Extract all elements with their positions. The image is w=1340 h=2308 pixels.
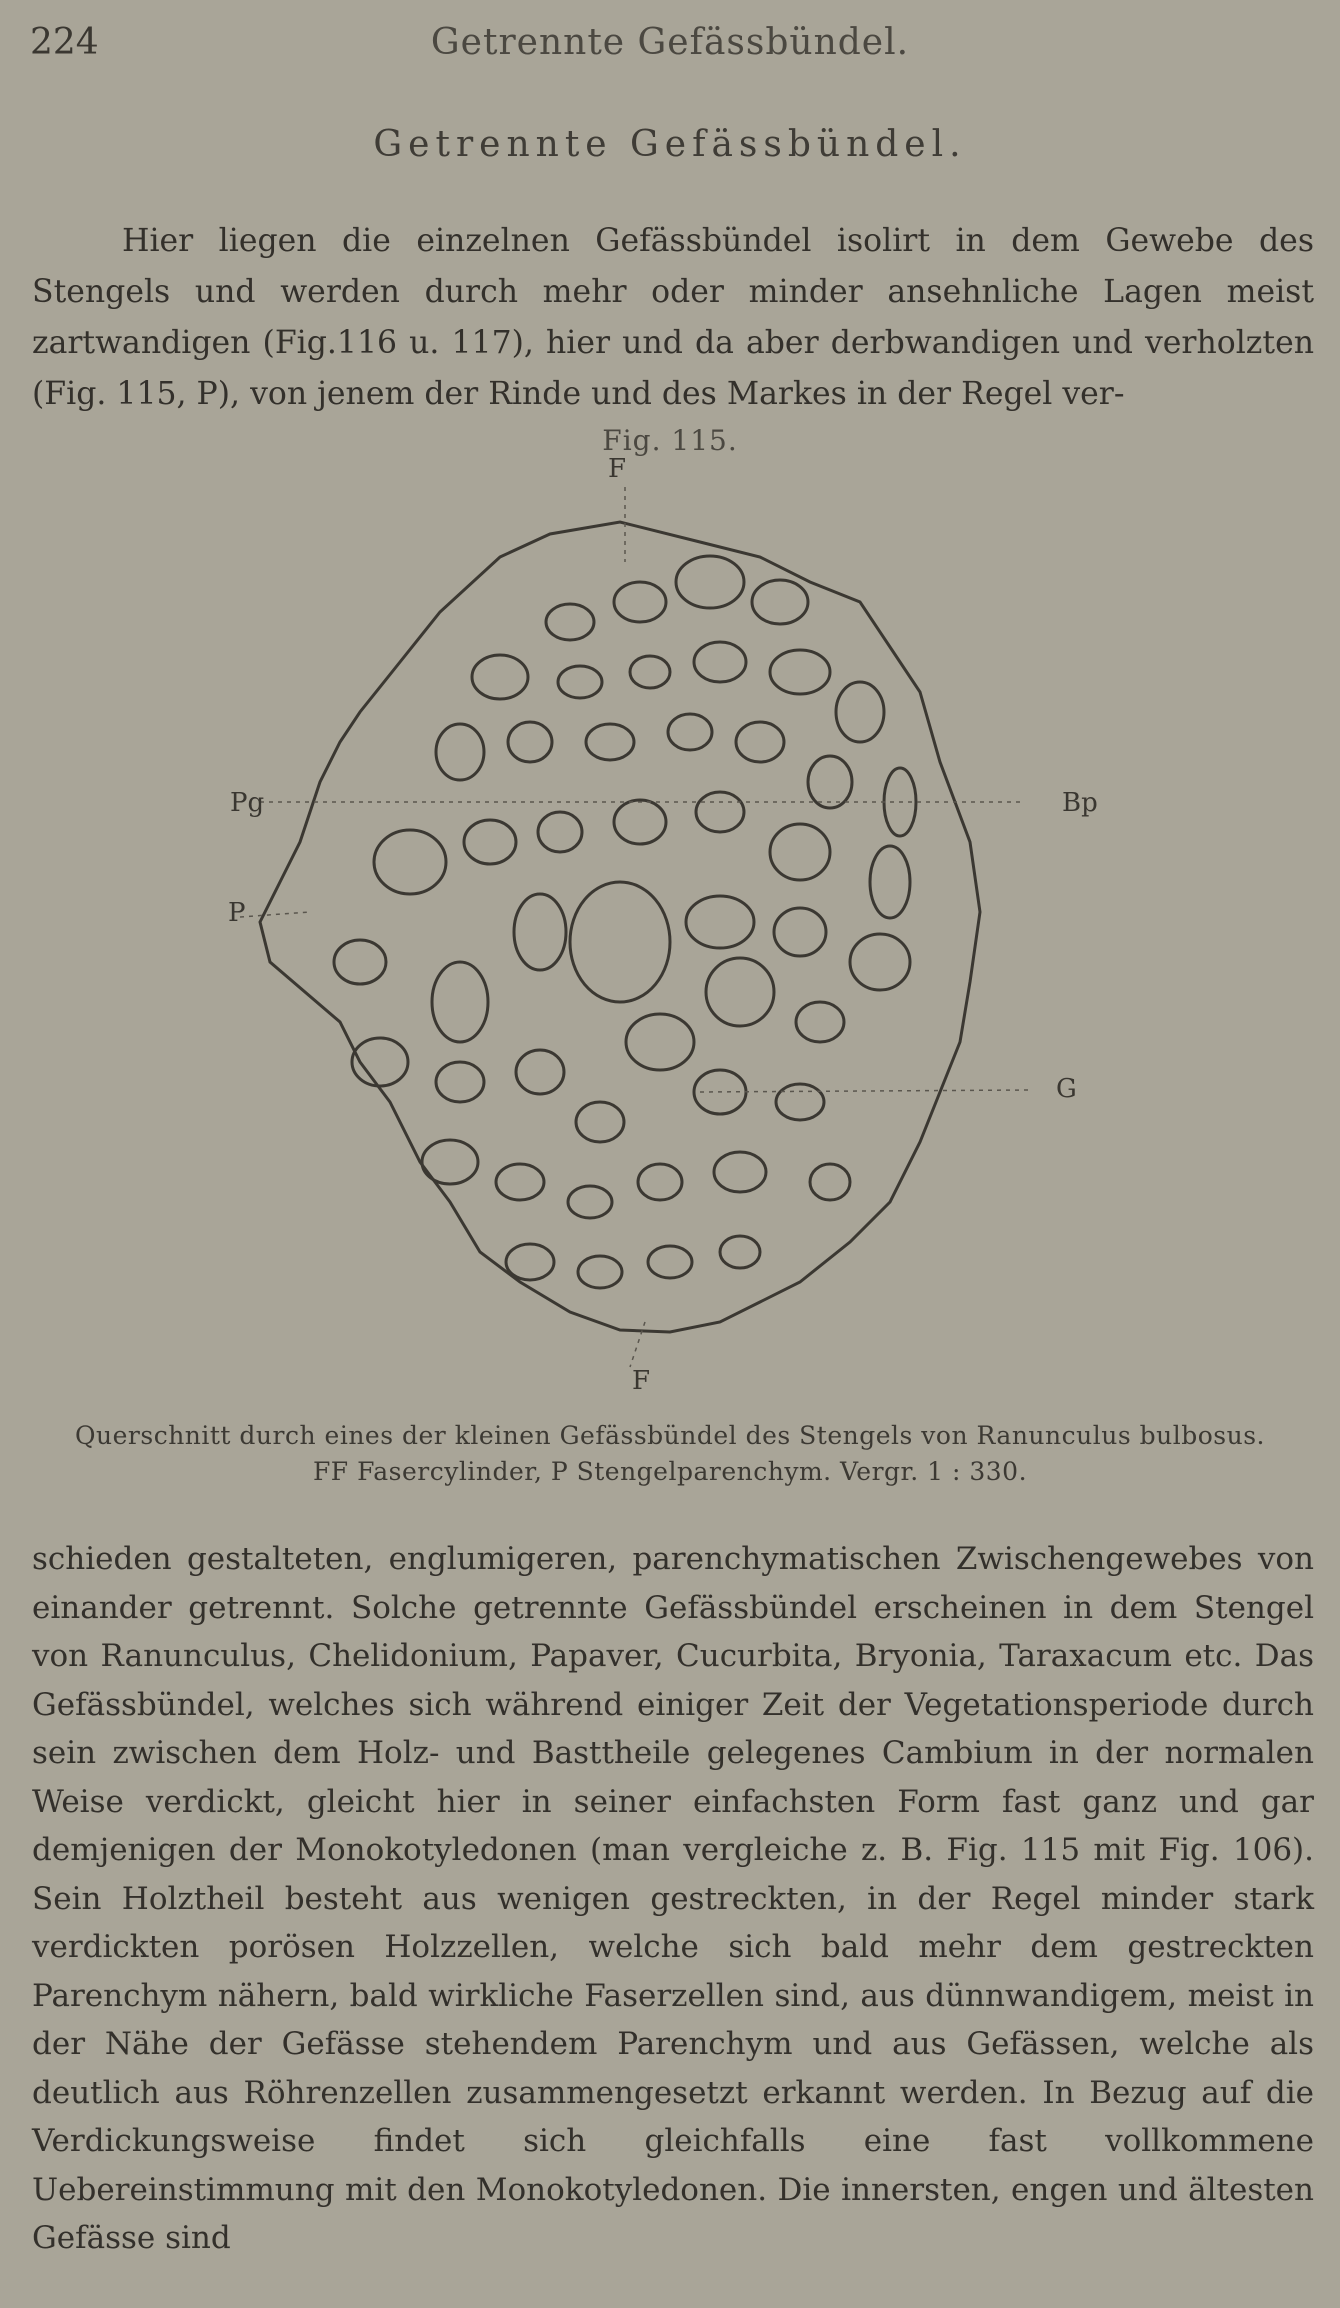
running-title: Getrennte Gefässbündel. [430, 22, 910, 63]
section-title: Getrennte Gefässbündel. [373, 124, 967, 165]
figure-letter-g: G [1056, 1074, 1077, 1104]
figure-letter-f-top: F [608, 454, 627, 484]
paragraph-bottom [32, 1535, 1314, 2263]
caption-line-2: FF Fasercylinder, P Stengelparenchym. Vergr. 1 : 330. [312, 1457, 1028, 1486]
running-head [30, 22, 1310, 72]
paragraph-bottom-text: schieden gestalteten, englumigeren, parenchymatischen Zwischengewebes von einander getrennt. Solche getrennte Gefässbündel erscheinen in dem Stengel von Ranunculus, Chelidonium, Papaver, Cucurbita, Bryonia, Taraxacum etc. Das Gefässbündel, welches sich während einiger Zeit der Vegetationsperiode durch sein zwischen dem Holz- und Basttheile gelegenes Cambium in der normalen Weise verdickt, gleicht hier in seiner einfachsten Form fast ganz und gar demjenigen der Monokotyledonen (man vergleiche z. B. Fig. 115 mit Fig. 106). Sein Holztheil besteht aus wenigen gestreckten, in der Regel minder stark verdickten porösen Holzzellen, welche sich bald mehr dem gestreckten Parenchym nähern, bald wirkliche Faserzellen sind, aus dünnwandigem, meist in der Nähe der Gefässe stehendem Parenchym und aus Gefässen, welche als deutlich aus Röhrenzellen zusammengesetzt erkannt werden. In Bezug auf die Verdickungsweise findet sich gleichfalls eine fast vollkommene Uebereinstimmung mit den Monokotyledonen. Die innersten, engen und ältesten Gefässe sind [32, 1541, 1314, 2256]
paragraph-top [32, 216, 1314, 420]
figure-label: Fig. 115. [602, 424, 738, 457]
figure-illustration [200, 454, 1140, 1402]
figure-letter-pg: Pg [230, 788, 265, 818]
cross-section-drawing [200, 462, 1140, 1402]
caption-line-1: Querschnitt durch eines der kleinen Gefässbündel des Stengels von Ranunculus bulbosus. [75, 1421, 1265, 1450]
bundle-outline [260, 522, 980, 1332]
paragraph-top-text: Hier liegen die einzelnen Gefässbündel isolirt in dem Gewebe des Stengels und werden durch mehr oder minder ansehnliche Lagen meist zartwandigen (Fig.116 u. 117), hier und da aber derbwandigen und verholzten (Fig. 115, P), von jenem der Rinde und des Markes in der Regel ver- [32, 223, 1314, 412]
figure-letter-f-bottom: F [632, 1366, 651, 1396]
page-number: 224 [30, 22, 99, 63]
figure-letter-p: P [228, 898, 246, 928]
figure-letter-bp: Bp [1062, 788, 1098, 818]
figure-caption [0, 1418, 1340, 1490]
